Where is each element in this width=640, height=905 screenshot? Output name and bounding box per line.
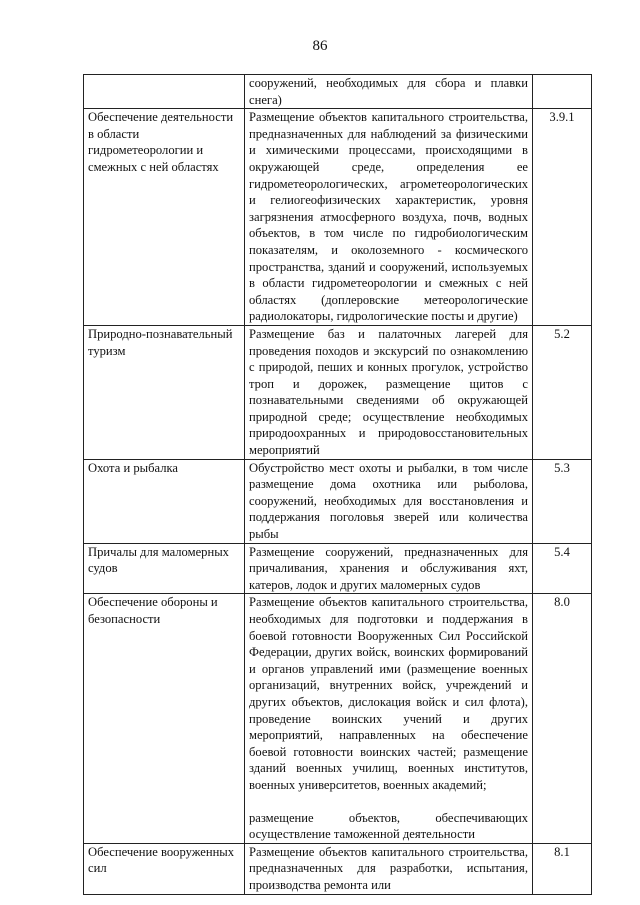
land-use-name: Причалы для маломерных судов xyxy=(84,543,245,594)
land-use-name: Природно-познавательный туризм xyxy=(84,325,245,459)
land-use-description xyxy=(245,843,533,894)
land-use-description xyxy=(245,325,533,459)
table-row xyxy=(84,325,592,459)
description-paragraph: Размещение объектов капитального строительства, предназначенных для разработки, испытания, производства ремонта или xyxy=(249,844,528,892)
land-use-code xyxy=(533,75,592,109)
land-use-code: 8.0 xyxy=(533,594,592,843)
description-paragraph: Размещение сооружений, предназначенных для причаливания, хранения и обслуживания яхт, катеров, лодок и других маломерных судов xyxy=(249,544,528,592)
land-use-name: Обеспечение вооруженных сил xyxy=(84,843,245,894)
description-paragraph: размещение объектов, обеспечивающих осуществление таможенной деятельности xyxy=(249,810,528,842)
table-row xyxy=(84,594,592,843)
land-use-name xyxy=(84,75,245,109)
description-paragraph: Обустройство мест охоты и рыбалки, в том числе размещение дома охотника или рыболова, сооружений, необходимых для восстановления и поддержания поголовья зверей или количества рыбы xyxy=(249,460,528,542)
land-use-name: Охота и рыбалка xyxy=(84,459,245,543)
land-use-code: 5.3 xyxy=(533,459,592,543)
table-row xyxy=(84,459,592,543)
land-use-description xyxy=(245,459,533,543)
land-use-description xyxy=(245,109,533,326)
land-use-code: 5.4 xyxy=(533,543,592,594)
land-use-description xyxy=(245,543,533,594)
page-number: 86 xyxy=(312,38,328,54)
table-row xyxy=(84,109,592,326)
land-use-description xyxy=(245,75,533,109)
description-paragraph: сооружений, необходимых для сбора и плавки снега) xyxy=(249,76,528,107)
table-row xyxy=(84,543,592,594)
land-use-code: 5.2 xyxy=(533,325,592,459)
table-row xyxy=(84,843,592,894)
description-paragraph: Размещение баз и палаточных лагерей для проведения походов и экскурсий по ознакомлению с природой, пеших и конных прогулок, устройство троп и дорожек, размещение щитов с познавательными сведениями об окружающей природной среде; осуществление необходимых природоохранных и природовосстановительных мероприятий xyxy=(249,326,528,458)
land-use-code: 3.9.1 xyxy=(533,109,592,326)
land-use-code: 8.1 xyxy=(533,843,592,894)
description-paragraph: Размещение объектов капитального строительства, необходимых для подготовки и поддержания в боевой готовности Вооруженных Сил Российской Федерации, других войск, воинских формирований и органов управлений ими (размещение военных организаций, внутренних войск, учреждений и других объектов, дислокация войск и сил флота), проведение воинских учений и других мероприятий, направленных на обеспечение боевой готовности воинских частей; размещение зданий военных училищ, военных институтов, военных университетов, военных академий; xyxy=(249,595,528,792)
table-row xyxy=(84,75,592,109)
table-body xyxy=(84,75,592,895)
land-use-name: Обеспечение обороны и безопасности xyxy=(84,594,245,843)
description-paragraph: Размещение объектов капитального строительства, предназначенных для наблюдений за физическими и химическими процессами, происходящими в окружающей среде, определения ее гидрометеорологических, агрометеорологических и гелиогеофизических характеристик, уровня загрязнения атмосферного воздуха, почв, водных объектов, в том числе по гидробиологическим показателям, и околоземного - космического пространства, зданий и сооружений, используемых в области гидрометеорологии и смежных с ней областях (доплеровские метеорологические радиолокаторы, гидрологические посты и другие) xyxy=(249,110,528,324)
land-use-table xyxy=(83,74,592,895)
land-use-name: Обеспечение деятельности в области гидрометеорологии и смежных с ней областях xyxy=(84,109,245,326)
land-use-description xyxy=(245,594,533,843)
